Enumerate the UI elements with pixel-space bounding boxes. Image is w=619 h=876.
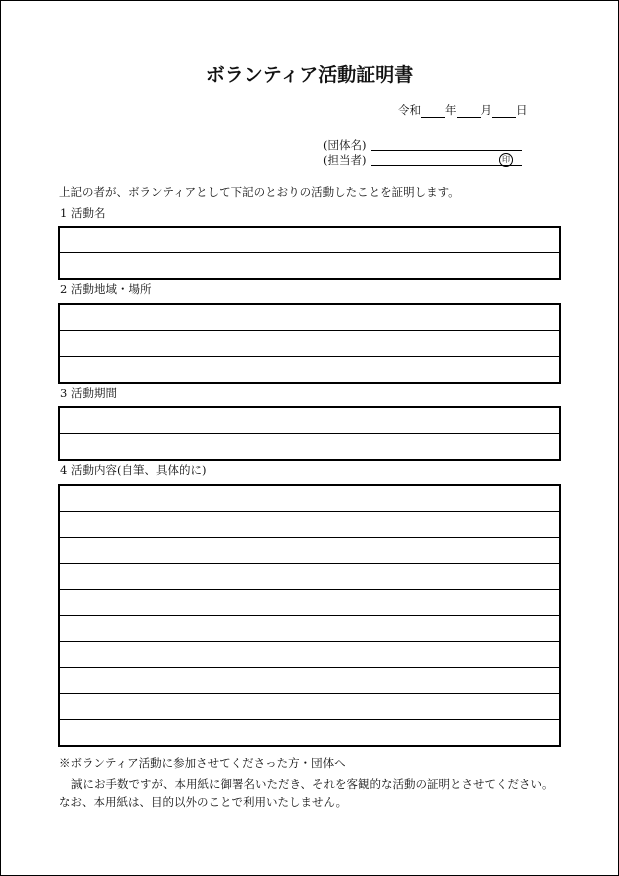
- person-field[interactable]: [371, 165, 522, 166]
- document-title: ボランティア活動証明書: [205, 64, 414, 86]
- month-label: 月: [480, 103, 492, 117]
- content-row[interactable]: [60, 564, 559, 590]
- organization-field[interactable]: [371, 150, 522, 151]
- person-row: [323, 152, 510, 168]
- section-label-period: 3 活動期間: [60, 386, 117, 400]
- date-line: [398, 102, 528, 118]
- content-row[interactable]: [60, 642, 559, 668]
- location-row[interactable]: [60, 305, 559, 331]
- organization-label: (団体名): [323, 138, 367, 152]
- content-row[interactable]: [60, 668, 559, 694]
- content-row[interactable]: [60, 590, 559, 616]
- content-row[interactable]: [60, 486, 559, 512]
- activity-name-row[interactable]: [60, 228, 559, 253]
- day-label: 日: [516, 103, 528, 117]
- organization-row: [323, 137, 366, 153]
- section-label-location: 2 活動地域・場所: [60, 282, 152, 296]
- seal-mark: 印: [499, 153, 513, 167]
- section-label-content: 4 活動内容(自筆、具体的に): [60, 463, 207, 477]
- content-box: [58, 484, 561, 747]
- content-row[interactable]: [60, 616, 559, 642]
- location-box: [58, 303, 561, 384]
- period-row[interactable]: [60, 408, 559, 434]
- activity-name-row[interactable]: [60, 253, 559, 278]
- content-row[interactable]: [60, 512, 559, 538]
- content-row[interactable]: [60, 720, 559, 745]
- location-row[interactable]: [60, 331, 559, 357]
- section-label-activity-name: 1 活動名: [60, 206, 106, 220]
- year-field[interactable]: [421, 105, 445, 118]
- person-label: (担当者): [323, 153, 367, 167]
- day-field[interactable]: [492, 105, 516, 118]
- location-row[interactable]: [60, 357, 559, 382]
- intro-text: 上記の者が、ボランティアとして下記のとおりの活動したことを証明します。: [59, 185, 460, 199]
- content-row[interactable]: [60, 538, 559, 564]
- era-label: 令和: [398, 103, 421, 117]
- note-body: 誠にお手数ですが、本用紙に御署名いただき、それを客観的な活動の証明とさせてください。なお、本用紙は、目的以外のことで利用いたしません。: [59, 777, 554, 809]
- year-label: 年: [445, 103, 457, 117]
- activity-name-box: [58, 226, 561, 280]
- content-row[interactable]: [60, 694, 559, 720]
- period-box: [58, 406, 561, 461]
- period-row[interactable]: [60, 434, 559, 459]
- month-field[interactable]: [457, 105, 481, 118]
- note-heading: ※ボランティア活動に参加させてくださった方・団体へ: [59, 756, 346, 770]
